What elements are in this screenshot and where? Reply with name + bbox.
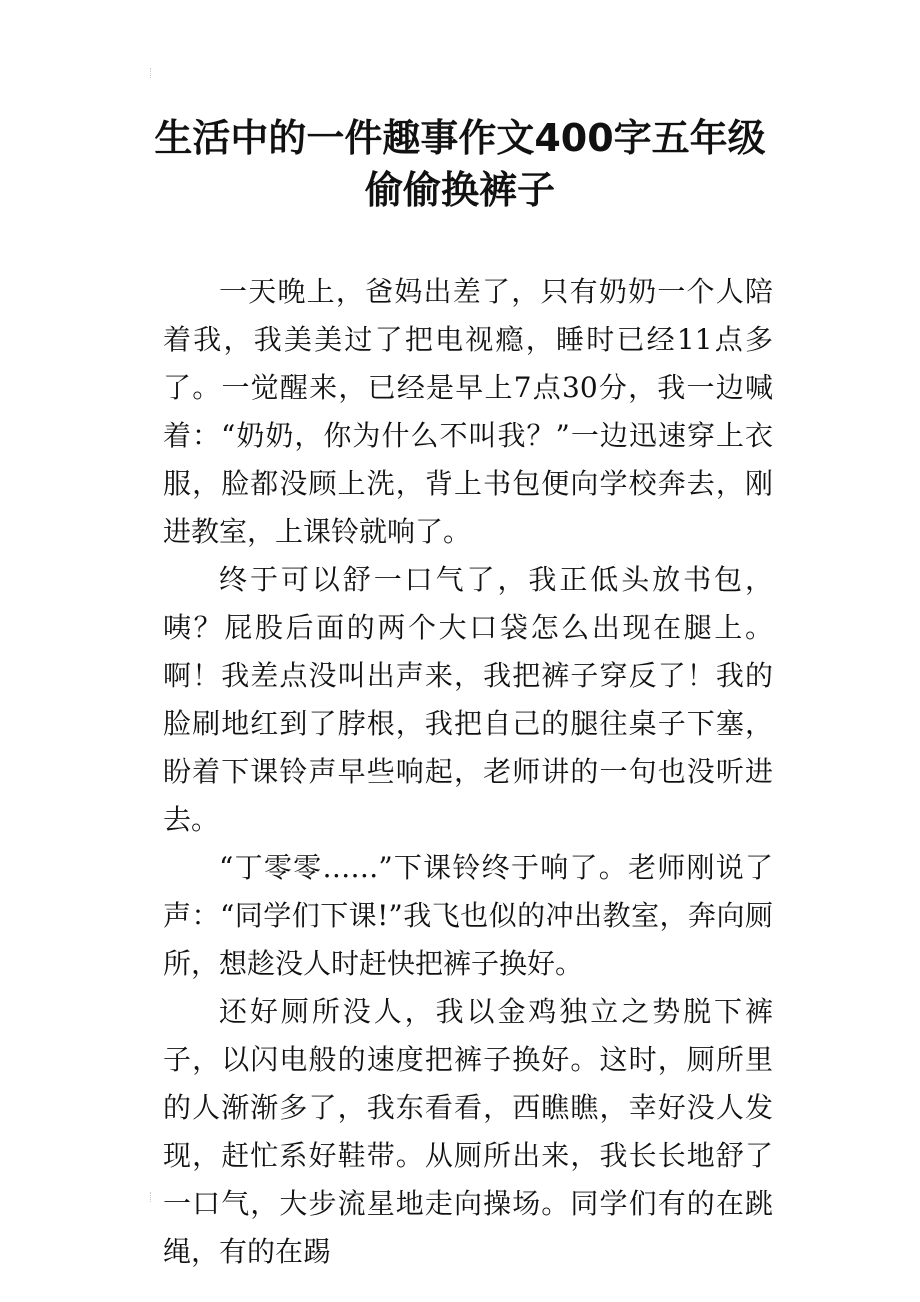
title-line-1: 生活中的一件趣事作文400字五年级 (154, 116, 766, 160)
paragraph-3: “丁零零……”下课铃终于响了。老师刚说了声：“同学们下课!”我飞也似的冲出教室，奔向厕所，想趁没人时赶快把裤子换好。 (163, 851, 773, 980)
scan-mark (150, 68, 157, 78)
scan-mark (150, 1192, 157, 1202)
paragraph-1: 一天晚上，爸妈出差了，只有奶奶一个人陪着我，我美美过了把电视瘾，睡时已经11点多了。一觉醒来，已经是早上7点30分，我一边喊着：“奶奶，你为什么不叫我？”一边迅速穿上衣服，脸都没顾上洗，背上书包便向学校奔去，刚进教室，上课铃就响了。 (163, 275, 773, 548)
title-line-2: 偷偷换裤子 (364, 168, 555, 212)
paragraph-4: 还好厕所没人，我以金鸡独立之势脱下裤子，以闪电般的速度把裤子换好。这时，厕所里的人渐渐多了，我东看看，西瞧瞧，幸好没人发现，赶忙系好鞋带。从厕所出来，我长长地舒了一口气，大步流星地走向操场。同学们有的在跳绳，有的在踢 (163, 995, 773, 1268)
paragraph-2: 终于可以舒一口气了，我正低头放书包，咦？屁股后面的两个大口袋怎么出现在腿上。啊！我差点没叫出声来，我把裤子穿反了！我的脸刷地红到了脖根，我把自己的腿往桌子下塞，盼着下课铃声早些响起，老师讲的一句也没听进去。 (163, 563, 773, 836)
document-title (0, 112, 920, 216)
essay-body (163, 268, 773, 1276)
